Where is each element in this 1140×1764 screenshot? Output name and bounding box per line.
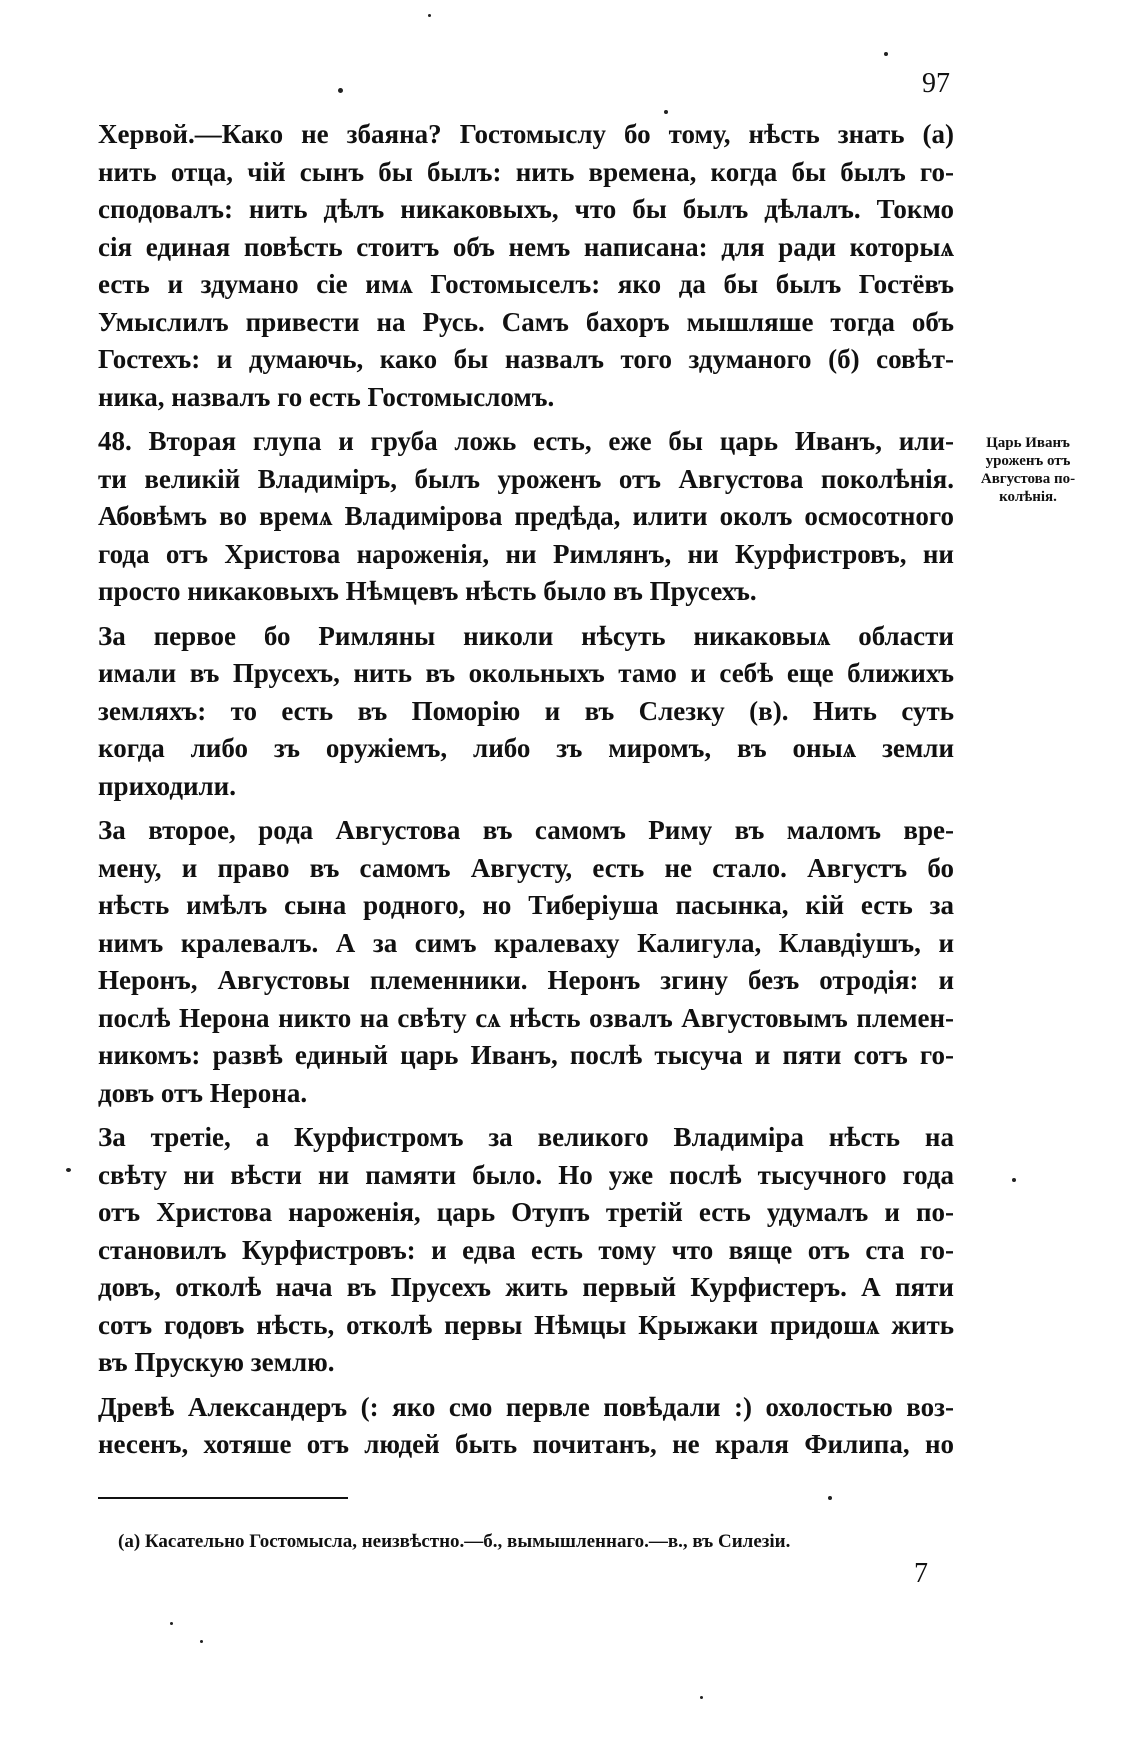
text-line: нимъ кралевалъ. А за симъ кралеваху Калигула, Клавдіушъ, и [98,927,954,958]
margin-note-line: уроженъ отъ [985,453,1071,469]
text-line: сподовалъ: нить дѣлъ никаковыхъ, что бы былъ дѣлалъ. Токмо [98,194,954,224]
scan-speck [170,1622,173,1625]
text-line: довъ отъ Нерона. [98,1077,308,1108]
footnote-divider [98,1497,348,1499]
text-line: имали въ Прусехъ, нить въ окольныхъ тамо и себѣ еще ближихъ [98,658,954,688]
text-line: года отъ Христова нароженія, ни Римлянъ, ни Курфистровъ, ни [98,538,954,569]
text-line: ника, назвалъ го есть Гостомысломъ. [98,381,555,412]
text-line: послѣ Нерона никто на свѣту сѧ нѣсть озвалъ Августовымъ племен- [98,1002,954,1033]
text-line: становилъ Курфистровъ: и едва есть тому что вяще отъ ста го- [98,1234,954,1265]
text-line: За второе, рода Августова въ самомъ Риму въ маломъ вре- [98,815,954,845]
paragraph-3 [98,618,954,806]
text-line: Хервой.—Како не збаяна? Гостомыслу бо тому, нѣсть знать (а) [98,119,954,149]
scan-speck [338,88,343,93]
text-line: нѣсть имѣлъ сына родного, но Тиберіуша пасынка, кій есть за [98,890,954,920]
text-line: мену, и право въ самомъ Августу, есть не стало. Августъ бо [98,852,954,883]
text-line: довъ, отколѣ нача въ Прусехъ жить первый Курфистеръ. А пяти [98,1272,954,1302]
text-line: есть и здумано сіе имѧ Гостомыселъ: яко да бы былъ Гостёвъ [98,269,954,299]
paragraph-5 [98,1119,954,1382]
margin-note [962,434,1094,506]
text-line: несенъ, хотяше отъ людей быть почитанъ, не краля Филипа, но [98,1429,954,1459]
paragraph-1 [98,116,954,416]
text-line: 48. Вторая глупа и груба ложь есть, еже бы царь Иванъ, или- [98,426,954,456]
text-line: сія единая повѣсть стоитъ объ немъ написана: для ради которыѧ [98,231,954,262]
text-line: когда либо зъ оружіемъ, либо зъ миромъ, въ оныѧ земли [98,733,954,763]
scan-speck [884,52,888,56]
text-line: просто никаковыхъ Нѣмцевъ нѣсть было въ Прусехъ. [98,576,757,606]
margin-note-line: колѣнія. [999,489,1057,505]
scan-speck [700,1696,703,1699]
page-number: 97 [922,68,950,99]
scan-speck [828,1496,832,1500]
text-line: сотъ годовъ нѣсть, отколѣ первы Нѣмцы Крыжаки придошѧ жить [98,1309,954,1340]
text-line: свѣту ни вѣсти ни памяти было. Но уже послѣ тысучного года [98,1159,954,1190]
paragraph-6 [98,1389,954,1464]
scan-speck [200,1640,203,1643]
footnote: (а) Касательно Гостомысла, неизвѣстно.—б., вымышленнаго.—в., въ Силезіи. [118,1531,791,1552]
margin-note-line: Царь Иванъ [986,435,1070,451]
text-line: земляхъ: то есть въ Поморію и въ Слезку (в). Нить суть [98,695,954,726]
text-line: никомъ: развѣ единый царь Иванъ, послѣ тысуча и пяти сотъ го- [98,1040,954,1070]
text-line: ти великій Владиміръ, былъ уроженъ отъ Августова поколѣнія. [98,463,954,494]
scan-speck [428,14,431,17]
scan-speck [66,1168,71,1172]
text-line: Древѣ Александеръ (: яко смо первле повѣдали :) охолостью воз- [98,1391,954,1422]
text-line: Абовѣмъ во времѧ Владимірова предѣда, илити околъ осмосотного [98,501,954,531]
text-line: За первое бо Римляны николи нѣсуть никаковыѧ области [98,620,954,651]
paragraph-2 [98,423,954,611]
text-line: въ Прускую землю. [98,1347,335,1377]
paragraph-4 [98,812,954,1112]
signature-mark: 7 [914,1558,928,1589]
text-line: Неронъ, Августовы племенники. Неронъ згину безъ отродія: и [98,965,954,995]
scan-speck [1012,1178,1016,1182]
text-line: Умыслилъ привести на Русь. Самъ бахоръ мышляше тогда объ [98,306,954,337]
margin-note-line: Августова по- [980,471,1076,487]
text-line: отъ Христова нароженія, царь Отупъ третій есть удумалъ и по- [98,1197,954,1227]
text-line: приходили. [98,770,236,801]
text-line: нить отца, чій сынъ бы былъ: нить времена, когда бы былъ го- [98,156,954,187]
scan-speck [664,110,668,114]
body-text [98,116,954,1464]
text-line: За третіе, а Курфистромъ за великого Владиміра нѣсть на [98,1122,954,1152]
text-line: Гостехъ: и думаючь, како бы назвалъ того здуманого (б) совѣт- [98,344,954,374]
